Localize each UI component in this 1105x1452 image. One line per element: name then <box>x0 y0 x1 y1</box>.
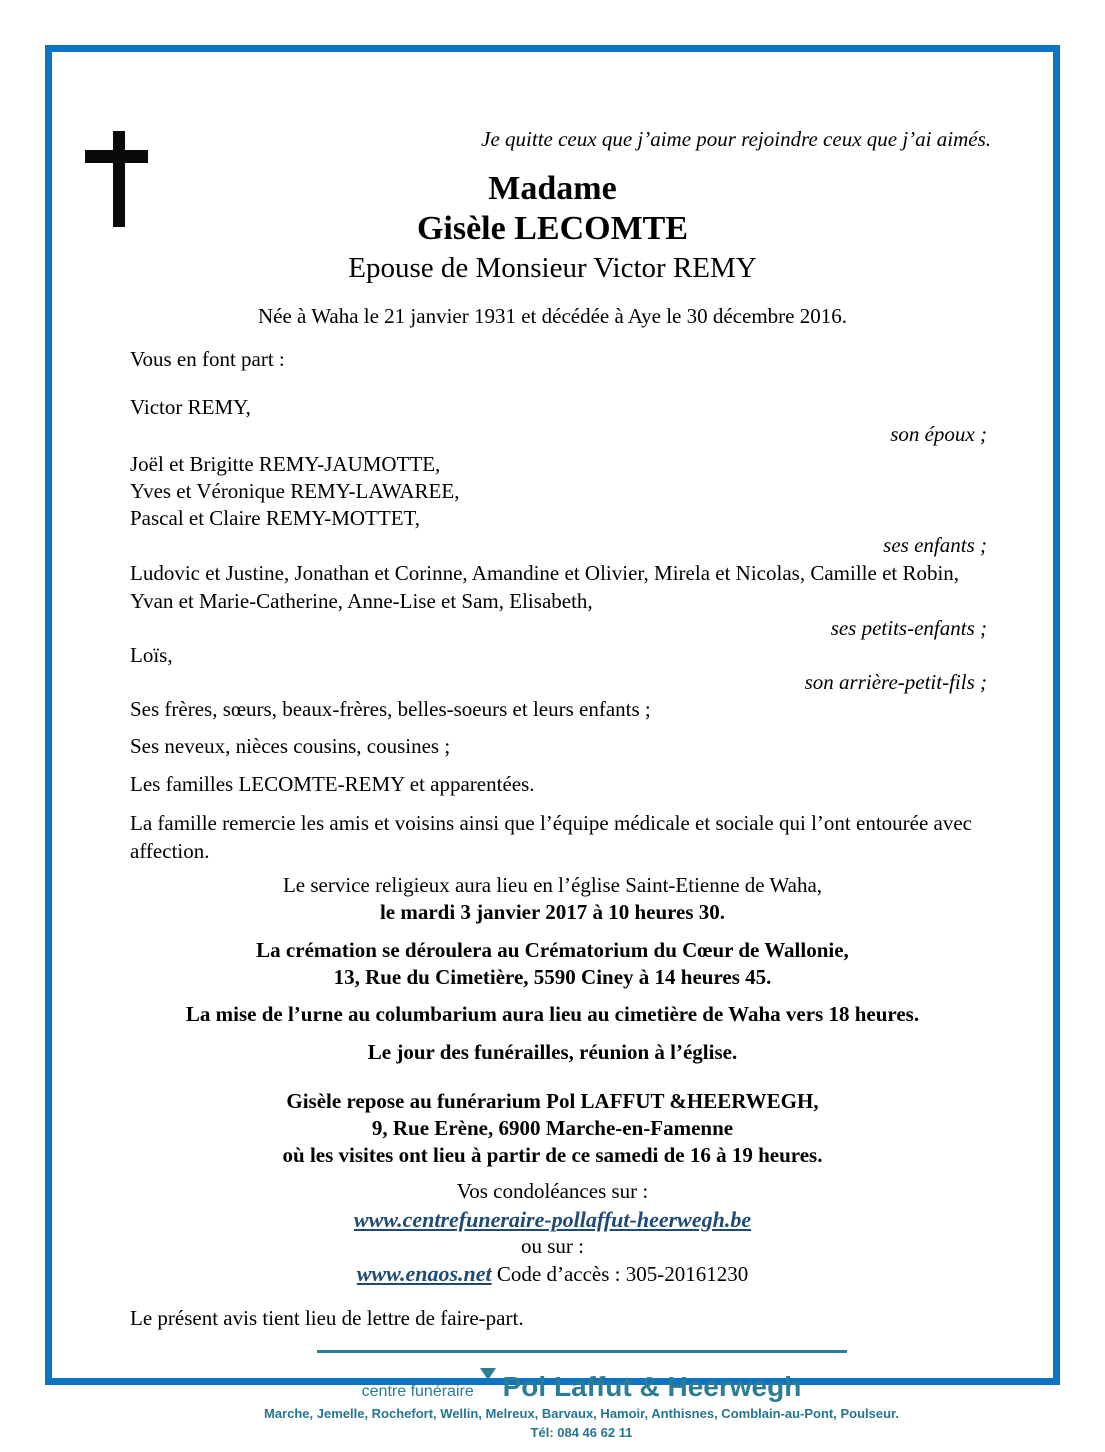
repose-line: Gisèle repose au funérarium Pol LAFFUT &HEERWEGH, <box>286 1089 819 1113</box>
brand-locations: Marche, Jemelle, Rochefort, Wellin, Melreux, Barvaux, Hamoir, Anthisnes, Comblain-au-Pont, Poulseur. <box>264 1406 899 1421</box>
relation-label: son époux ; <box>890 422 987 446</box>
relatives-line: Ses neveux, nièces cousins, cousines ; <box>130 734 451 758</box>
family-line: Victor REMY, <box>130 395 251 419</box>
birth-death-line: Née à Waha le 21 janvier 1931 et décédée à Aye le 30 décembre 2016. <box>258 304 847 328</box>
relatives-line: Ses frères, sœurs, beaux-frères, belles-soeurs et leurs enfants ; <box>130 697 651 721</box>
announce-intro: Vous en font part : <box>130 347 285 371</box>
logo-triangle-icon <box>480 1368 496 1380</box>
cremation-address: 13, Rue du Cimetière, 5590 Ciney à 14 heures 45. <box>333 965 772 989</box>
ceremony-section <box>52 872 1053 1169</box>
access-code: Code d’accès : 305-20161230 <box>491 1262 749 1286</box>
announcement-card <box>45 45 1060 1440</box>
brand-name: Pol Laffut & Heerwegh <box>502 1371 802 1402</box>
latin-cross-icon <box>85 131 148 227</box>
title-madame: Madame <box>488 170 617 207</box>
family-line: Joël et Brigitte REMY-JAUMOTTE, <box>130 452 441 476</box>
relatives-line: Les familles LECOMTE-REMY et apparentées. <box>130 772 535 796</box>
reunion-line: Le jour des funérailles, réunion à l’église. <box>367 1040 738 1064</box>
card-content <box>52 126 1053 1452</box>
family-line: Loïs, <box>130 643 173 667</box>
urn-line: La mise de l’urne au columbarium aura lieu au cimetière de Waha vers 18 heures. <box>185 1002 920 1026</box>
footer-divider <box>317 1350 847 1353</box>
or-label: ou sur : <box>521 1234 584 1258</box>
condolences-link-wrapper <box>52 1206 1053 1233</box>
thanks-line: La famille remercie les amis et voisins ainsi que l’équipe médicale et sociale qui l’ont entourée avec affection. <box>130 811 972 863</box>
condolences-intro: Vos condoléances sur : <box>456 1179 649 1203</box>
cremation-line: La crémation se déroulera au Crématorium du Cœur de Wallonie, <box>256 938 849 962</box>
memorial-quote: Je quitte ceux que j’aime pour rejoindre ceux que j’ai aimés. <box>481 127 991 151</box>
repose-address: 9, Rue Erène, 6900 Marche-en-Famenne <box>371 1116 734 1140</box>
service-line: Le service religieux aura lieu en l’église Saint-Etienne de Waha, <box>282 873 823 897</box>
relation-label: son arrière-petit-fils ; <box>804 670 987 694</box>
enaos-link[interactable]: www.enaos.net <box>356 1261 492 1286</box>
service-datetime: le mardi 3 janvier 2017 à 10 heures 30. <box>379 900 726 924</box>
relation-label: ses petits-enfants ; <box>830 616 987 640</box>
closing-line: Le présent avis tient lieu de lettre de faire-part. <box>130 1306 524 1330</box>
spouse-line: Epouse de Monsieur Victor REMY <box>348 252 757 284</box>
centrefuneraire-link[interactable]: www.centrefuneraire-pollaffut-heerwegh.be <box>353 1207 752 1232</box>
brand-row <box>110 1371 1053 1403</box>
cross-vertical-bar <box>113 131 125 227</box>
family-line: Pascal et Claire REMY-MOTTET, <box>130 506 421 530</box>
visits-line: où les visites ont lieu à partir de ce samedi de 16 à 19 heures. <box>282 1143 823 1167</box>
funeral-home-logo <box>52 1350 1053 1440</box>
family-line: Yves et Véronique REMY-LAWAREE, <box>130 479 460 503</box>
enaos-line <box>52 1260 1053 1288</box>
family-line: Ludovic et Justine, Jonathan et Corinne, Amandine et Olivier, Mirela et Nicolas, Camille et Robin, Yvan et Marie-Catherine, Anne-Lise et Sam, Elisabeth, <box>130 561 960 613</box>
cross-horizontal-bar <box>85 150 148 163</box>
deceased-name: Gisèle LECOMTE <box>416 210 689 247</box>
brand-type-label: centre funéraire <box>361 1383 474 1400</box>
family-section <box>52 346 1053 865</box>
brand-phone: Tél: 084 46 62 11 <box>530 1425 633 1440</box>
relation-label: ses enfants ; <box>883 533 987 557</box>
condolences-section <box>52 1178 1053 1288</box>
